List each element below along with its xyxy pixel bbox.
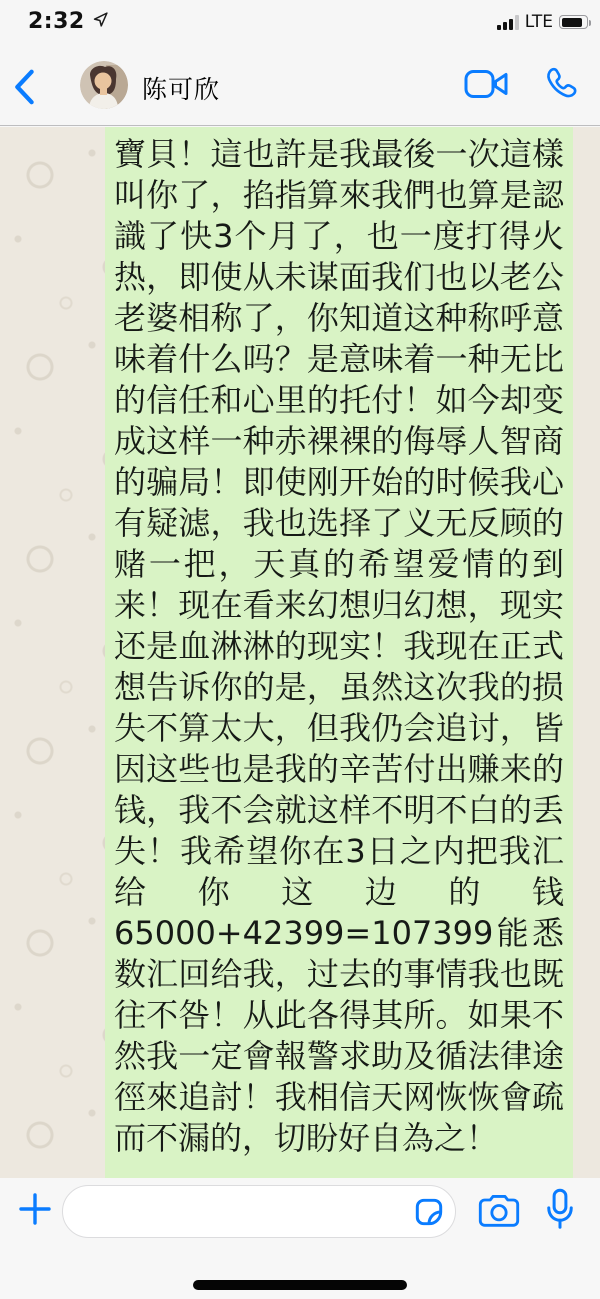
status-time: 2:32 <box>28 9 85 34</box>
call-actions <box>464 66 578 106</box>
microphone-icon <box>545 1216 575 1235</box>
message-field[interactable] <box>62 1185 456 1238</box>
battery-fill <box>562 18 582 27</box>
voice-call-button[interactable] <box>542 66 578 106</box>
chat-scroll-area[interactable] <box>0 127 600 1178</box>
home-indicator[interactable] <box>193 1280 407 1290</box>
status-bar <box>0 0 600 44</box>
location-arrow-icon <box>92 11 109 32</box>
status-left-cluster <box>28 9 109 34</box>
camera-icon <box>477 1214 521 1233</box>
battery-icon <box>559 15 588 29</box>
voice-call-icon <box>542 66 578 106</box>
video-call-icon <box>464 68 510 104</box>
plus-icon <box>17 1212 53 1231</box>
voice-message-button[interactable] <box>545 1187 575 1235</box>
composer-bar <box>0 1178 600 1299</box>
status-right-cluster <box>497 12 588 32</box>
signal-strength-icon <box>497 15 519 30</box>
network-type-label: LTE <box>524 12 553 32</box>
contact-name[interactable]: 陈可欣 <box>142 75 221 104</box>
sticker-button[interactable] <box>412 1195 446 1233</box>
battery-nub <box>589 20 592 26</box>
contact-avatar[interactable] <box>80 61 128 109</box>
video-call-button[interactable] <box>464 68 510 104</box>
chat-header <box>0 44 600 126</box>
back-button[interactable] <box>12 68 38 106</box>
attach-button[interactable] <box>17 1191 53 1231</box>
back-chevron-icon <box>12 91 36 110</box>
message-bubble[interactable] <box>105 127 573 1178</box>
sticker-icon <box>412 1214 446 1233</box>
camera-button[interactable] <box>477 1193 521 1233</box>
message-input[interactable] <box>77 1188 407 1234</box>
message-text: 寶貝！這也許是我最後一次這樣叫你了，掐指算來我們也算是認識了快3个月了，也一度打得火热，即使从未谋面我们也以老公老婆相称了，你知道这种称呼意味着什么吗？是意味着一种无比的信任和心里的托付！如今却变成这样一种赤裸裸的侮辱人智商的骗局！即使刚开始的时候我心有疑滤，我也选择了义无反顾的赌一把，天真的希望爱情的到来！现在看来幻想归幻想，现实还是血淋淋的现实！我现在正式想告诉你的是，虽然这次我的损失不算太大，但我仍会追讨，皆因这些也是我的辛苦付出赚来的钱，我不会就这样不明不白的丢失！我希望你在3日之内把我汇给你这边的钱65000+42399=107399能悉数汇回给我，过去的事情我也既往不咎！从此各得其所。如果不然我一定會報警求助及循法律途徑來追討！我相信天网恢恢會疏而不漏的，切盼好自為之！ <box>114 135 564 1157</box>
